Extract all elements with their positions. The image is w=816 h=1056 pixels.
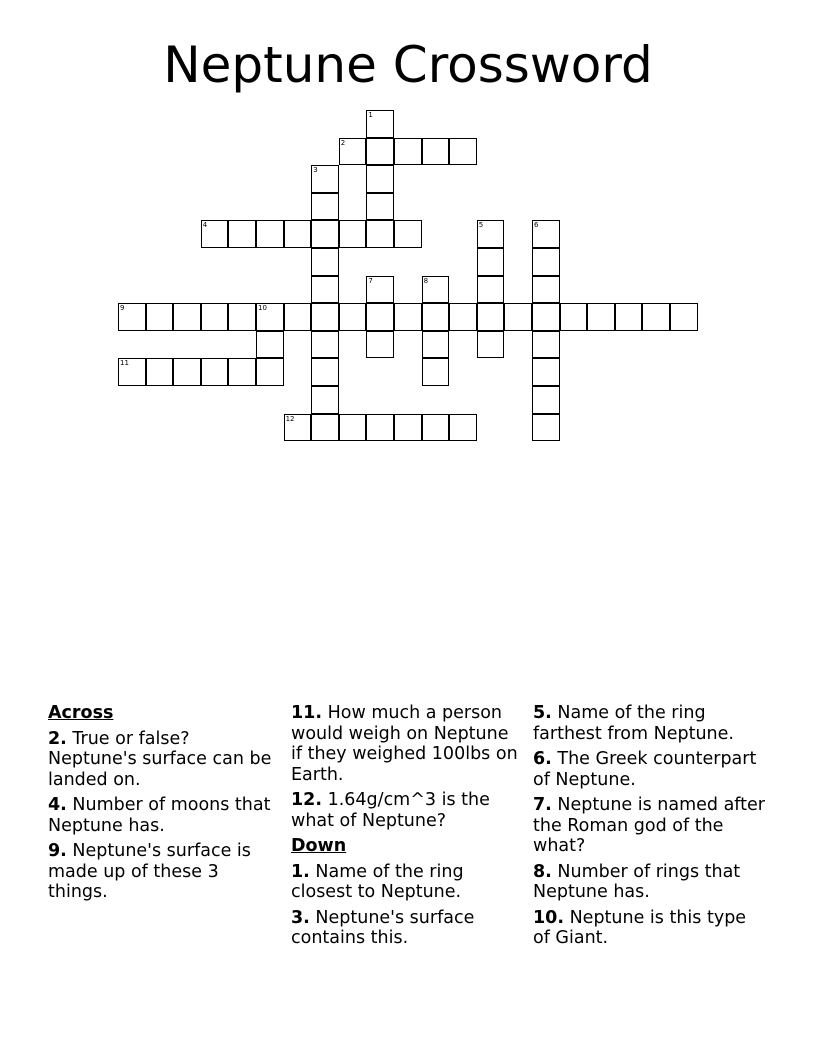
clue-number: 5 <box>478 221 484 230</box>
clue-item-text: True or false? Neptune's surface can be landed on. <box>48 728 272 790</box>
grid-cell[interactable] <box>311 358 339 386</box>
grid-cell[interactable] <box>228 303 256 331</box>
grid-cell[interactable] <box>560 303 588 331</box>
grid-cell[interactable] <box>311 193 339 221</box>
grid-cell[interactable] <box>339 138 367 166</box>
clue-item-number: 1. <box>291 861 310 882</box>
grid-cell[interactable] <box>532 220 560 248</box>
grid-cell[interactable] <box>311 165 339 193</box>
grid-cell[interactable] <box>394 138 422 166</box>
grid-cell[interactable] <box>311 248 339 276</box>
clue-item-text: Name of the ring closest to Neptune. <box>291 861 464 902</box>
grid-cell[interactable] <box>422 331 450 359</box>
clue-number: 7 <box>368 276 373 285</box>
grid-cell[interactable] <box>256 331 284 359</box>
crossword-grid <box>0 0 816 460</box>
clue-item-number: 5. <box>533 703 552 723</box>
clue-item <box>48 729 280 791</box>
grid-cell[interactable] <box>256 303 284 331</box>
grid-cell[interactable] <box>366 331 394 359</box>
clue-number: 3 <box>313 166 318 175</box>
clue-item <box>48 841 280 903</box>
grid-cell[interactable] <box>422 303 450 331</box>
clue-item-number: 9. <box>48 841 67 861</box>
clue-item-text: Name of the ring farthest from Neptune. <box>533 703 734 744</box>
grid-cell[interactable] <box>311 386 339 414</box>
clue-item <box>291 703 523 785</box>
grid-cell[interactable] <box>642 303 670 331</box>
grid-cell[interactable] <box>366 193 394 221</box>
grid-cell[interactable] <box>366 110 394 138</box>
grid-cell[interactable] <box>477 248 505 276</box>
clue-number: 1 <box>368 111 373 119</box>
grid-cell[interactable] <box>449 414 477 442</box>
grid-cell[interactable] <box>311 303 339 331</box>
grid-cell[interactable] <box>422 358 450 386</box>
grid-cell[interactable] <box>173 303 201 331</box>
grid-cell[interactable] <box>201 220 229 248</box>
grid-cell[interactable] <box>228 358 256 386</box>
grid-cell[interactable] <box>477 331 505 359</box>
grid-cell[interactable] <box>311 220 339 248</box>
clue-item-number: 10. <box>533 907 565 928</box>
grid-cell[interactable] <box>311 331 339 359</box>
grid-cell[interactable] <box>201 303 229 331</box>
clue-item <box>533 703 765 744</box>
clue-item-number: 6. <box>533 749 552 769</box>
grid-cell[interactable] <box>532 303 560 331</box>
clue-item <box>533 908 765 949</box>
grid-cell[interactable] <box>449 303 477 331</box>
clue-item-text: 1.64g/cm^3 is the what of Neptune? <box>291 790 490 831</box>
grid-cell[interactable] <box>532 386 560 414</box>
clue-item-text: The Greek counterpart of Neptune. <box>533 749 757 790</box>
clue-item-number: 11. <box>291 703 323 723</box>
grid-cell[interactable] <box>504 303 532 331</box>
clue-number: 6 <box>534 221 539 230</box>
grid-cell[interactable] <box>532 276 560 304</box>
clue-item <box>291 790 523 831</box>
clue-item-text: Neptune is this type of Giant. <box>533 907 747 948</box>
grid-cell[interactable] <box>201 358 229 386</box>
grid-cell[interactable] <box>366 303 394 331</box>
grid-cell[interactable] <box>477 303 505 331</box>
grid-cell[interactable] <box>311 276 339 304</box>
clue-item-text: Number of rings that Neptune has. <box>533 861 741 902</box>
clue-item <box>533 749 765 790</box>
clue-item-number: 8. <box>533 861 552 882</box>
grid-cell[interactable] <box>394 220 422 248</box>
grid-cell[interactable] <box>256 358 284 386</box>
clue-section-heading: Down <box>291 836 347 856</box>
clue-number: 9 <box>120 304 125 313</box>
clue-column-2 <box>291 703 523 954</box>
clue-section-heading: Across <box>48 703 114 723</box>
grid-cell[interactable] <box>146 358 174 386</box>
grid-cell[interactable] <box>339 414 367 442</box>
clue-column-3 <box>533 703 765 954</box>
grid-cell[interactable] <box>670 303 698 331</box>
grid-cell[interactable] <box>394 303 422 331</box>
grid-cell[interactable] <box>118 303 146 331</box>
grid-cell[interactable] <box>284 220 312 248</box>
clue-number: 12 <box>285 414 295 423</box>
grid-cell[interactable] <box>284 414 312 442</box>
clue-item-text: Neptune's surface contains this. <box>291 907 475 948</box>
clue-number: 2 <box>340 138 346 147</box>
grid-cell[interactable] <box>366 220 394 248</box>
grid-cell[interactable] <box>366 138 394 166</box>
clue-item-number: 4. <box>48 795 67 815</box>
grid-cell[interactable] <box>118 358 146 386</box>
grid-cell[interactable] <box>587 303 615 331</box>
grid-cell[interactable] <box>311 414 339 442</box>
grid-cell[interactable] <box>366 165 394 193</box>
clue-number: 10 <box>258 304 267 313</box>
grid-cell[interactable] <box>532 248 560 276</box>
clue-item-number: 3. <box>291 907 310 928</box>
clue-item-number: 2. <box>48 728 67 749</box>
grid-cell[interactable] <box>532 414 560 442</box>
clue-item <box>291 908 523 949</box>
clue-item <box>291 862 523 903</box>
grid-cell[interactable] <box>422 138 450 166</box>
grid-cell[interactable] <box>477 220 505 248</box>
grid-cell[interactable] <box>146 303 174 331</box>
clue-item-text: How much a person would weigh on Neptune if they weighed 100lbs on Earth. <box>291 703 518 785</box>
clue-number: 8 <box>423 276 429 285</box>
grid-cell[interactable] <box>366 276 394 304</box>
grid-cell[interactable] <box>615 303 643 331</box>
clue-item-text: Neptune is named after the Roman god of the what? <box>533 795 765 856</box>
clue-number: 11 <box>120 359 129 368</box>
grid-cell[interactable] <box>394 414 422 442</box>
grid-cell[interactable] <box>366 414 394 442</box>
grid-cell[interactable] <box>422 414 450 442</box>
grid-cell[interactable] <box>284 303 312 331</box>
clue-item-number: 12. <box>291 790 323 810</box>
clue-item <box>533 862 765 903</box>
grid-cell[interactable] <box>228 220 256 248</box>
grid-cell[interactable] <box>449 138 477 166</box>
grid-cell[interactable] <box>477 276 505 304</box>
clue-item <box>48 795 280 836</box>
grid-cell[interactable] <box>173 358 201 386</box>
grid-cell[interactable] <box>339 303 367 331</box>
grid-cell[interactable] <box>339 220 367 248</box>
clue-number: 4 <box>202 221 208 230</box>
grid-cell[interactable] <box>532 358 560 386</box>
clue-item-text: Number of moons that Neptune has. <box>48 795 271 836</box>
clue-column-1 <box>48 703 280 908</box>
clue-item-number: 7. <box>533 795 552 815</box>
grid-cell[interactable] <box>422 276 450 304</box>
page-title: Neptune Crossword <box>163 36 653 94</box>
clue-item-text: Neptune's surface is made up of these 3 things. <box>48 841 251 902</box>
grid-cell[interactable] <box>532 331 560 359</box>
grid-cell[interactable] <box>256 220 284 248</box>
clue-item <box>533 795 765 857</box>
